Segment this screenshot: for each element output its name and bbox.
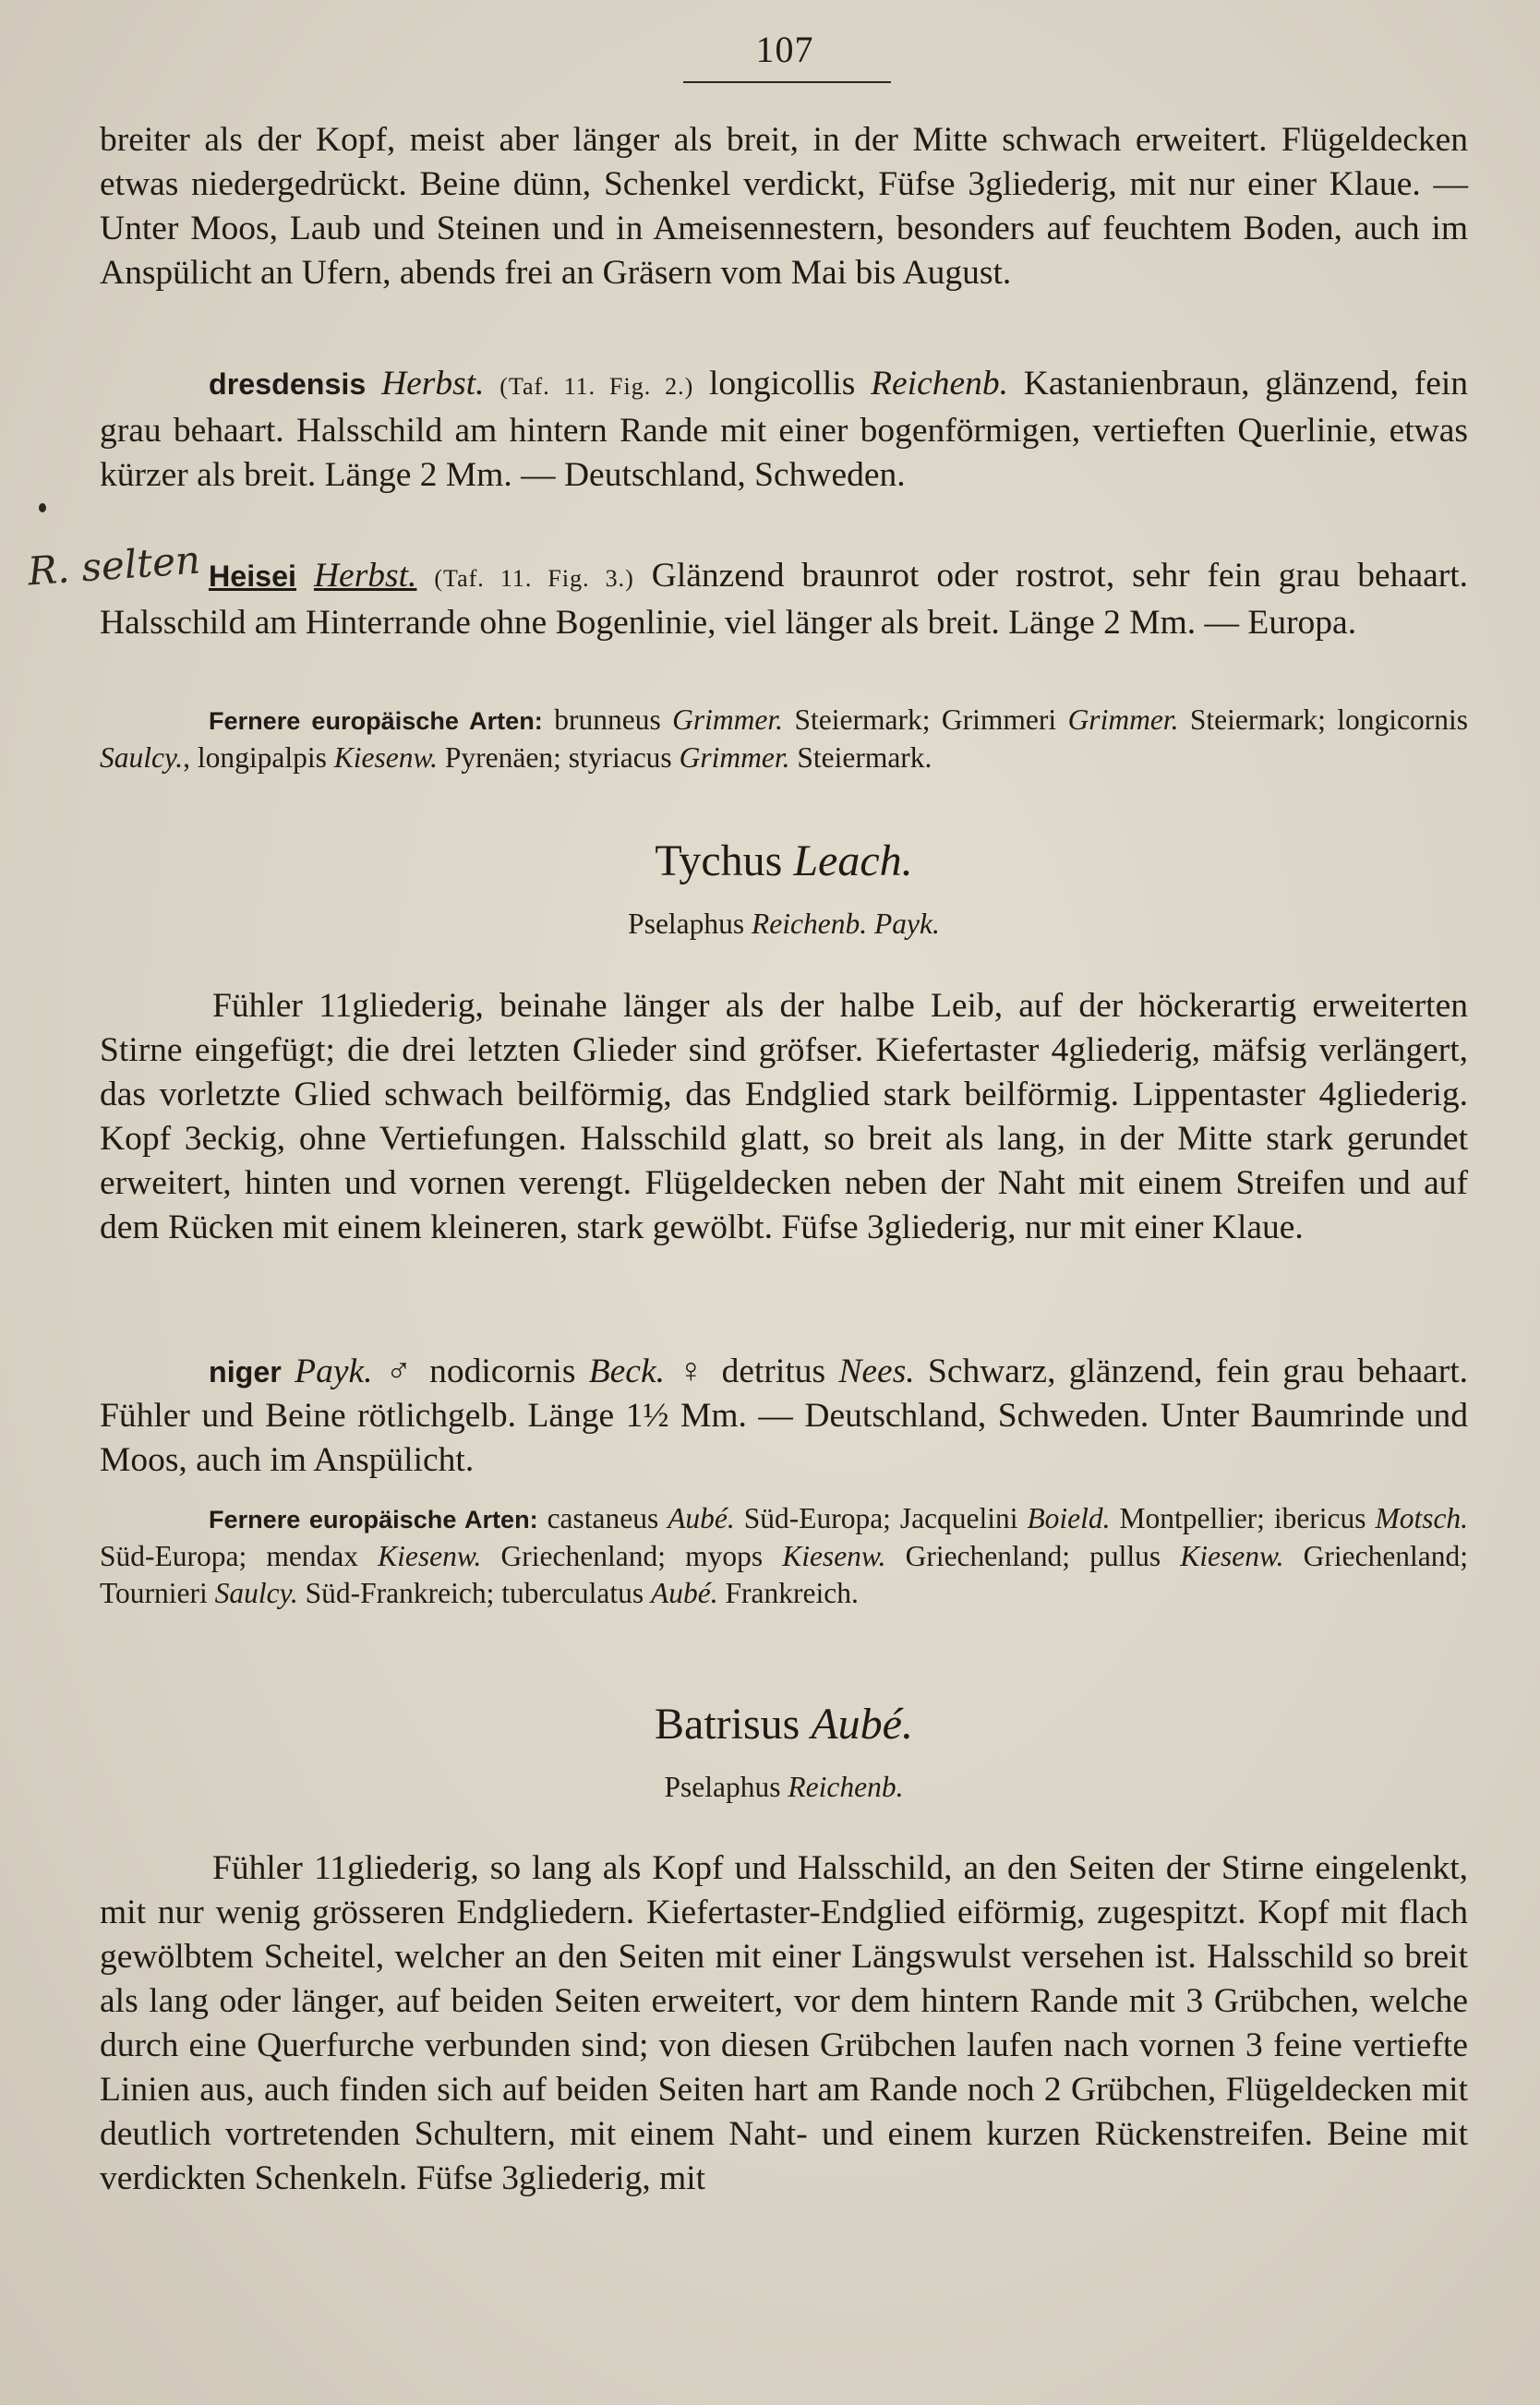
species-text: Griechenland; pullus — [905, 1540, 1161, 1572]
species-author: Grimmer. — [672, 703, 784, 736]
species-text: Steiermark. — [797, 741, 932, 774]
species-description: Kastanienbraun, glänzend, fein grau behaart. Halsschild am hintern Rande mit einer bogenförmigen, vertieften Querlinie, etwas kürzer als breit. Länge 2 Mm. — Deutschland, Schweden. — [100, 365, 1469, 494]
further-species-block-2 — [100, 1500, 1468, 1612]
species-text: Griechenland; myops — [500, 1540, 764, 1572]
pencil-dot-mark — [39, 503, 46, 512]
species-name: niger — [209, 1355, 282, 1389]
synonym-genus: Pselaphus — [664, 1771, 781, 1803]
species-author: Kiesenw. — [333, 741, 439, 774]
species-entry — [100, 362, 1468, 498]
male-symbol: ♂ — [385, 1353, 416, 1390]
species-text: Griechenland; Tournieri — [100, 1540, 1469, 1609]
species-entry — [100, 554, 1468, 645]
species-author: Grimmer. — [679, 741, 790, 774]
species-text: Süd-Europa; Jacquelini — [743, 1502, 1018, 1534]
species-author: Saulcy. — [100, 741, 184, 774]
synonym-authors: Reichenb. — [788, 1771, 904, 1803]
genus-synonym-tychus — [100, 908, 1468, 941]
synonym-name: longicollis — [709, 365, 856, 403]
further-species-label: Fernere europäische Arten: — [209, 706, 543, 735]
genus-synonym-batrisus — [100, 1771, 1468, 1804]
genus-author: Leach. — [793, 836, 913, 885]
further-species-label: Fernere europäische Arten: — [209, 1505, 538, 1533]
intro-paragraph: breiter als der Kopf, meist aber länger als breit, in der Mitte schwach erweitert. Flügeldecken etwas niedergedrückt. Beine dünn, Schenkel verdickt, Füfse 3gliederig, mit nur einer Klaue. — Unter Moos, Laub und Steinen und in Ameisennestern, besonders auf feuchtem Boden, auch im Anspülicht an Ufern, abends frei an Gräsern vom Mai bis August. — [100, 121, 1468, 292]
species-text: Frankreich. — [725, 1577, 859, 1609]
species-author: Kiesenw. — [782, 1540, 886, 1572]
species-description: Glänzend braunrot oder rostrot, sehr fein grau behaart. Halsschild am Hinterrande ohne Bogenlinie, viel länger als breit. Länge 2 Mm. — Europa. — [100, 557, 1469, 642]
genus-heading-batrisus — [100, 1699, 1468, 1750]
female-symbol: ♀ — [678, 1353, 709, 1390]
genus-description: Fühler 11gliederig, so lang als Kopf und Halsschild, an den Seiten der Stirne eingelenkt, mit nur wenig grösseren Endgliedern. Kiefertaster-Endglied eiförmig, zugespitzt. Kopf mit flach gewölbtem Scheitel, welcher an den Seiten mit einer Längswulst versehen ist. Halsschild so breit als lang oder länger, auf beiden Seiten erweitert, vor dem hintern Rande mit 3 Grübchen, welche durch eine Querfurche verbunden sind; von diesen Grübchen laufen nach vornen 3 feine vertiefte Linien aus, auch finden sich auf beiden Seiten hart am Rande noch 2 Grübchen, Flügeldecken mit deutlich vortretenden Schultern, mit einem Naht- und einem kurzen Rückenstreifen. Beine mit verdickten Schenkeln. Füfse 3gliederig, mit — [100, 1849, 1468, 2197]
species-text: Steiermark; Grimmeri — [794, 703, 1057, 736]
species-text: Pyrenäen; styriacus — [444, 741, 672, 774]
further-species-block-1 — [100, 702, 1468, 776]
further-species-list — [100, 1500, 1468, 1612]
species-author: Saulcy. — [214, 1577, 298, 1609]
species-author: Kiesenw. — [1180, 1540, 1284, 1572]
synonym-author: Beck. — [588, 1353, 665, 1390]
species-niger — [100, 1350, 1468, 1483]
synonym-name: nodicornis — [429, 1353, 576, 1390]
plate-reference: (Taf. 11. Fig. 2.) — [499, 373, 694, 400]
species-author: Motsch. — [1375, 1502, 1469, 1534]
species-entry — [100, 1350, 1468, 1483]
genus-name: Tychus — [655, 836, 783, 885]
intro-paragraph-block — [100, 118, 1468, 295]
species-author: Aubé. — [668, 1502, 735, 1534]
species-name: Heisei — [209, 559, 297, 593]
synonym-authors: Reichenb. Payk. — [752, 908, 940, 940]
species-text: brunneus — [554, 703, 661, 736]
genus-heading-tychus — [100, 836, 1468, 886]
genus-name: Batrisus — [655, 1700, 800, 1749]
species-description: Schwarz, glänzend, fein grau behaart. Fühler und Beine rötlichgelb. Länge 1½ Mm. — Deutschland, Schweden. Unter Baumrinde und Moos, auch im Anspülicht. — [100, 1353, 1469, 1479]
species-author: Herbst. — [313, 557, 417, 595]
synonym-author: Reichenb. — [871, 365, 1009, 403]
tychus-description-block — [100, 984, 1468, 1250]
page-number: 107 — [755, 29, 814, 70]
species-author: Kiesenw. — [378, 1540, 482, 1572]
header-rule — [683, 81, 891, 83]
species-text: Süd-Europa; mendax — [100, 1540, 359, 1572]
species-text: Süd-Frankreich; tuberculatus — [305, 1577, 644, 1609]
batrisus-description-block — [100, 1846, 1468, 2201]
species-author: Grimmer. — [1067, 703, 1179, 736]
synonym-genus: Pselaphus — [628, 908, 745, 940]
synonym-author: Nees. — [838, 1353, 915, 1390]
genus-description: Fühler 11gliederig, beinahe länger als der halbe Leib, auf der höckerartig erweiterten Stirne eingefügt; die drei letzten Glieder sind gröfser. Kiefertaster 4gliederig, mäfsig verlängert, das vorletzte Glied schwach beilförmig, das Endglied stark beilförmig. Lippentaster 4gliederig. Kopf 3eckig, ohne Vertiefungen. Halsschild glatt, so breit als lang, in der Mitte stark gerundet erweitert, hinten und vornen verengt. Flügeldecken neben der Naht mit einem Streifen und auf dem Rücken mit einem kleineren, stark gewölbt. Füfse 3gliederig, nur mit einer Klaue. — [100, 987, 1468, 1246]
plate-reference: (Taf. 11. Fig. 3.) — [434, 565, 634, 592]
species-heisei — [100, 554, 1468, 645]
species-author: Boield. — [1027, 1502, 1111, 1534]
species-name: dresdensis — [209, 367, 367, 401]
species-text: Steiermark; longicornis — [1189, 703, 1469, 736]
species-author: Herbst. — [381, 365, 485, 403]
species-dresdensis — [100, 362, 1468, 498]
genus-author: Aubé. — [811, 1700, 913, 1749]
handwritten-annotation: R. selten — [26, 536, 202, 595]
species-text: , longipalpis — [183, 741, 327, 774]
synonym-name: detritus — [721, 1353, 826, 1390]
species-text: castaneus — [547, 1502, 659, 1534]
further-species-list — [100, 702, 1468, 776]
species-text: Montpellier; ibericus — [1119, 1502, 1366, 1534]
species-author: Aubé. — [651, 1577, 718, 1609]
species-author: Payk. — [295, 1353, 373, 1390]
